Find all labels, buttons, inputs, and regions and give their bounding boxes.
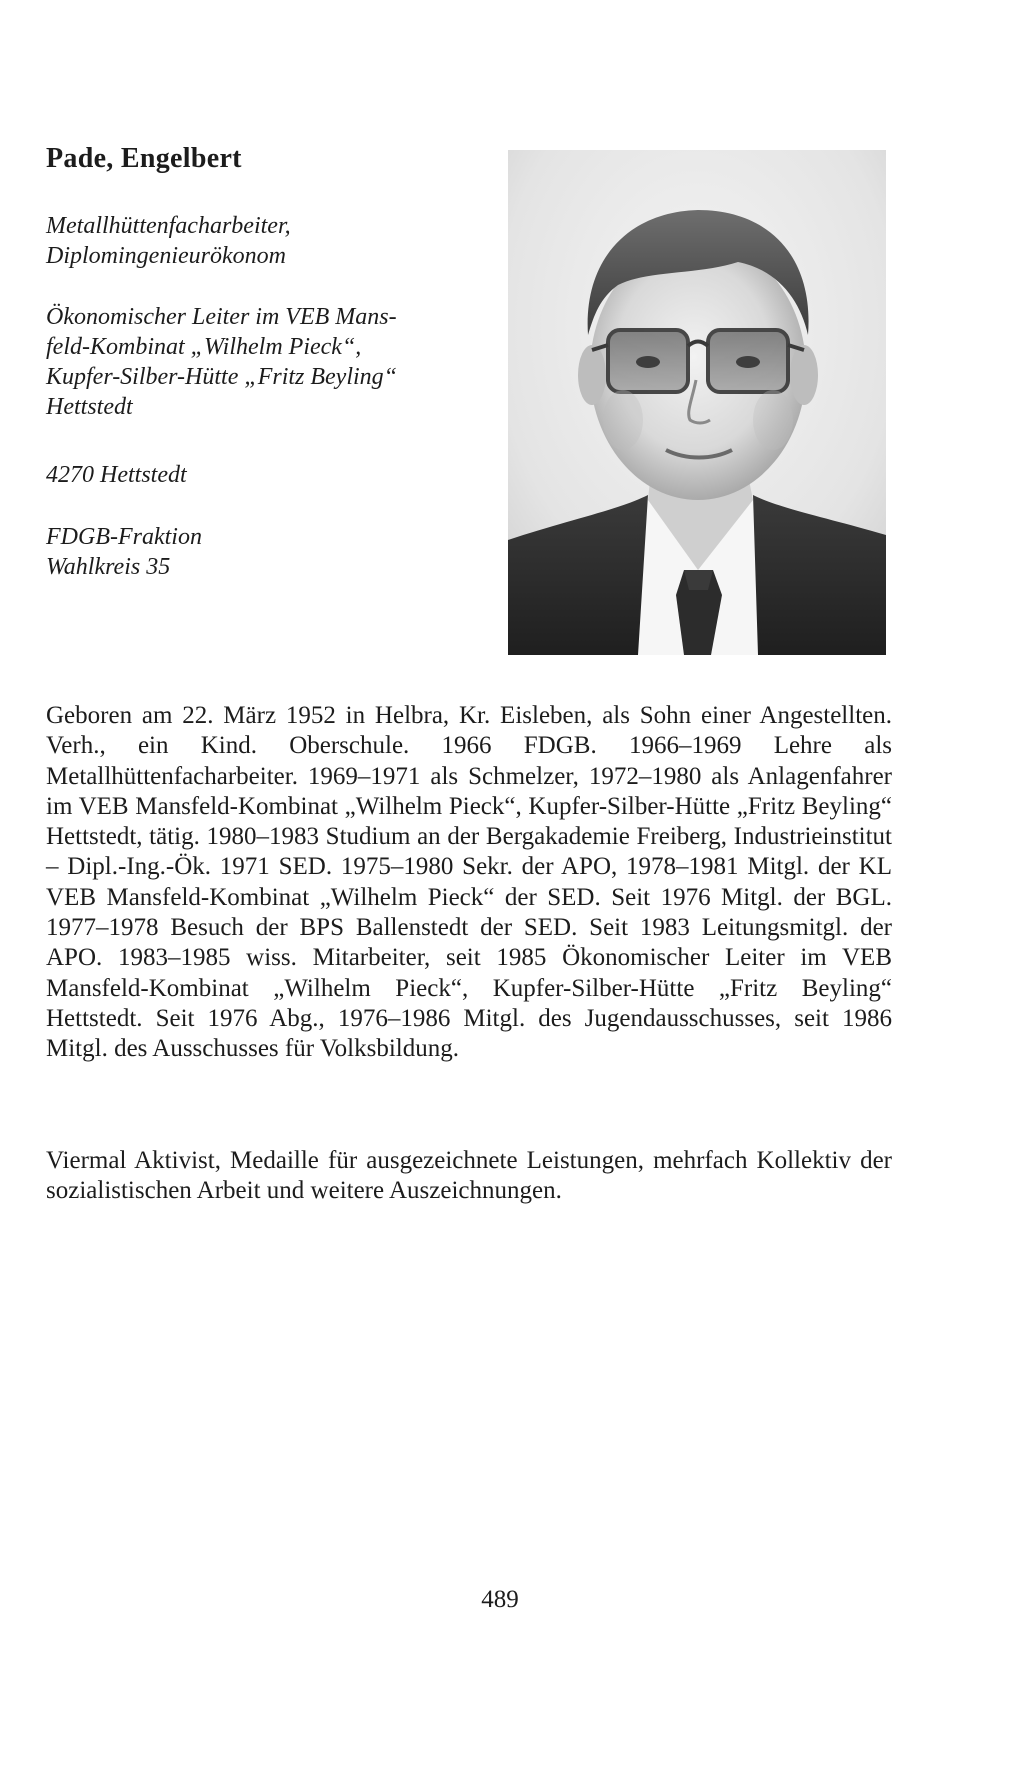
position-line: Kupfer-Silber-Hütte „Fritz Beyling“ <box>46 364 398 390</box>
portrait-photo <box>508 150 886 655</box>
page-number: 489 <box>481 1586 519 1613</box>
biography-text: Geboren am 22. März 1952 in Helbra, Kr. Eisleben, als Sohn einer Angestellten. Verh., ein Kind. Oberschule. 1966 FDGB. 1966–1969 Lehre als Metallhüttenfacharbeiter. 1969–1971 als Schmelzer, 1972–1980 als Anlagenfahrer im VEB Mansfeld-Kombinat „Wilhelm Pieck“, Kupfer-Silber-Hütte „Fritz Beyling“ Hettstedt, tätig. 1980–1983 Studium an der Bergakademie Freiberg, Industrieinstitut – Dipl.-Ing.-Ök. 1971 SED. 1975–1980 Sekr. der APO, 1978–1981 Mitgl. der KL VEB Mansfeld-Kombinat „Wilhelm Pieck“ der SED. Seit 1976 Mitgl. der BGL. 1977–1978 Besuch der BPS Ballenstedt der SED. Seit 1983 Leitungsmitgl. der APO. 1983–1985 wiss. Mitarbeiter, seit 1985 Ökonomischer Leiter im VEB Mansfeld-Kombinat „Wilhelm Pieck“, Kupfer-Silber-Hütte „Fritz Beyling“ Hettstedt. Seit 1976 Abg., 1976–1986 Mitgl. des Jugendausschusses, seit 1986 Mitgl. des Ausschusses für Volksbildung. <box>46 702 892 1063</box>
position-line: Ökonomischer Leiter im VEB Mans- <box>46 304 397 330</box>
faction-and-constituency <box>46 522 476 582</box>
current-position <box>46 302 476 422</box>
entry-name: Pade, Engelbert <box>46 143 242 174</box>
constituency-line: Wahlkreis 35 <box>46 554 171 580</box>
occupation-line: Diplomingenieurökonom <box>46 243 286 269</box>
faction-line: FDGB-Fraktion <box>46 524 202 550</box>
address-line: 4270 Hettstedt <box>46 462 187 488</box>
occupation <box>46 211 476 271</box>
honours-text: Viermal Aktivist, Medaille für ausgezeichnete Leistungen, mehrfach Kollektiv der sozialistischen Arbeit und weitere Auszeichnungen. <box>46 1147 892 1205</box>
position-line: Hettstedt <box>46 394 133 420</box>
position-line: feld-Kombinat „Wilhelm Pieck“, <box>46 334 362 360</box>
address <box>46 460 476 490</box>
occupation-line: Metallhüttenfacharbeiter, <box>46 213 291 239</box>
